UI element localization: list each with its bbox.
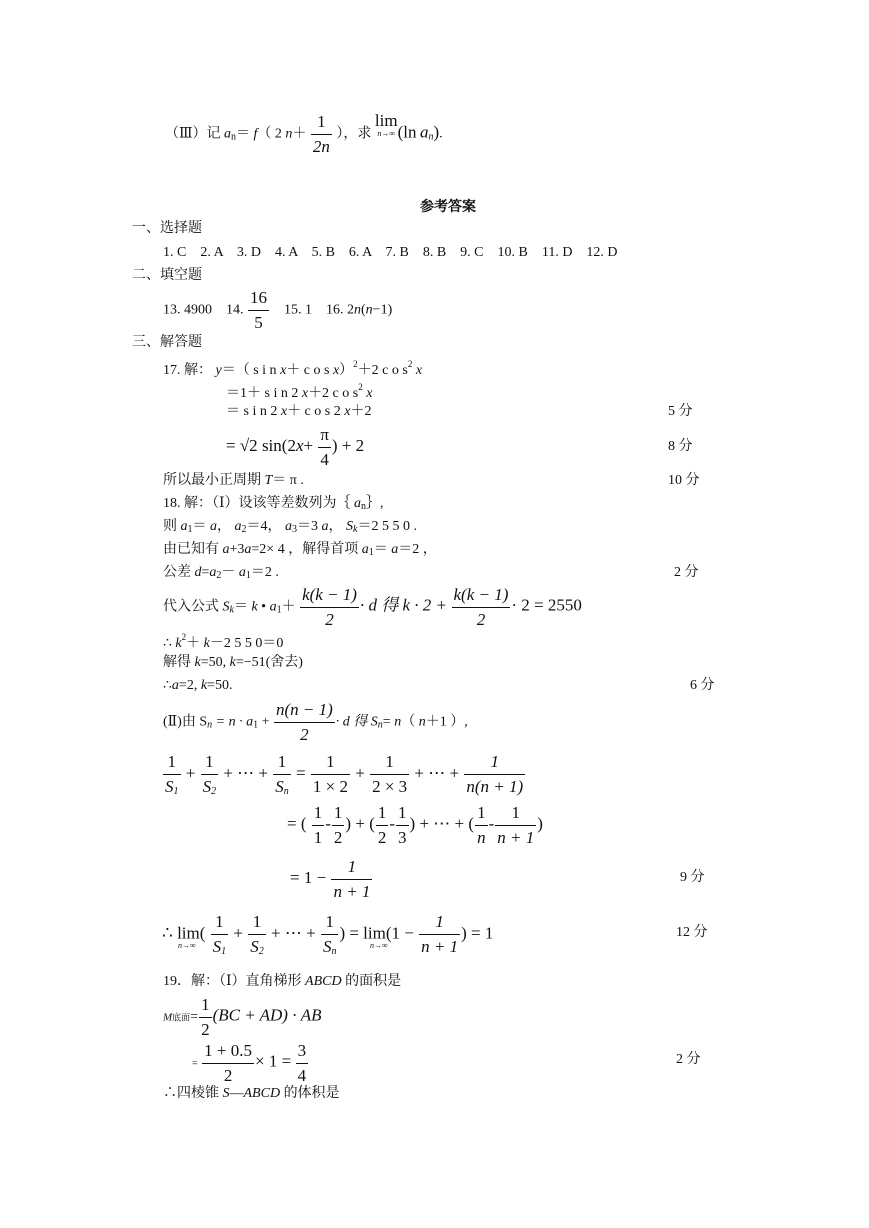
q18-line-4: 公差 d=a2－ a1＝2 . [163,565,279,581]
section-solutions: 三、解答题 [132,335,202,350]
choice-answers: 1. C 2. A 3. D 4. A 5. B 6. A 7. B 8. B 9. C 10. B 11. D 12. D [163,245,618,260]
q18-line-1: 18. 解：（Ⅰ）设该等差数列为｛ an｝, [163,496,384,512]
q17-line-1: 17. 解： y＝（ s i n x＋ c o s x）$^2$＋2 c o $s^2$ x [163,359,423,378]
q19-area-formula: M底面= $\frac{1}{2}$ (BC + AD) · AB [163,995,322,1039]
q18-line-6: ∴ $k^2+ k-2$ 5 5 0＝0 [163,632,284,651]
answer-14-fraction: $\frac{16}{5}$ [250,288,267,332]
q18-line-3: 由已知有 a+3a=2× 4 ，解得首项 a1＝ a＝2 ， [163,542,437,558]
sum-equation-3: = 1 − $\frac{1}{n + 1}$ [290,857,371,901]
score-2b: 2 分 [676,1052,701,1067]
lim-subscript-2: n→∞ [370,941,388,950]
q18-fraction-2: $\frac{k(k - 1)}{2}$ [453,585,509,629]
score-10: 10 分 [668,473,700,488]
score-5: 5 分 [668,404,693,419]
q18-line-5: 代入公式 Sk＝ k • a1＋ $\frac{k(k - 1)}{2}$ · d 得 k · 2 + $\frac{k(k - 1)}{2}$ · 2 = 2550 [163,585,582,629]
sum-equation-1: $\frac{1}{S1}$ + $\frac{1}{S2}$ + ⋯ + $\frac{1}{Sn}$ = $\frac{1}{1 \times 2}$ + $\frac{1}{2 \times 3}$ + ⋯ + $\frac{1}{n(n + 1)}$ [165,752,524,797]
score-8: 8 分 [668,439,693,454]
q18-fraction-3: $\frac{n(n - 1)}{2}$ [276,700,333,744]
q17-line-2: ＝1＋ s i n 2 x＋2 c o $s^2$ x [226,382,373,401]
q18-fraction-1: $\frac{k(k - 1)}{2}$ [302,585,357,629]
q18-line-8: ∴a=2, k=50. [163,678,233,693]
score-12: 12 分 [676,925,708,940]
q19-volume-line: ∴四棱锥 S—ABCD 的体积是 [163,1086,340,1101]
score-9: 9 分 [680,870,705,885]
section-multiple-choice: 一、选择题 [132,221,202,236]
q17-line-4: = √2 sin(2x+ $\frac{\pi}{4}$ ) + 2 [226,425,365,469]
sum-equation-2: = ( $\frac{1}{1}$ - $\frac{1}{2}$ ) + ( $\frac{1}{2}$ - $\frac{1}{3}$ ) + ⋯ + ( $\frac{1}{n}$ - $\frac{1}{n + 1}$ ) [287,803,543,847]
q3-fraction: $\frac{1}{2n}$ [312,112,330,156]
pi-over-4: $\frac{\pi}{4}$ [320,425,329,469]
q18-line-7: 解得 k=50, k=−51(舍去) [163,655,303,670]
q3-line: （Ⅲ）记 an＝ f（ 2 n＋ $\frac{1}{2n}$ ），求 lim n→∞ (ln an). [165,111,443,156]
q19-line-1: 19．解：（Ⅰ）直角梯形 ABCD 的面积是 [163,974,402,989]
limit-equation: ∴ lim( $\frac{1}{S1}$ + $\frac{1}{S2}$ + ⋯ + $\frac{1}{Sn}$ ) = lim(1 − $\frac{1}{n + 1}$ ) = 1 [162,912,494,957]
page-title: 参考答案 [420,200,476,215]
score-6: 6 分 [690,678,715,693]
lim-subscript: n→∞ [178,941,196,950]
q17-period: 所以最小正周期 T＝ π . [163,473,304,488]
q18-line-2: 则 a1＝ a， a2＝4， a3＝3 a， Sk＝2 5 5 0 . [163,519,417,535]
fill-answers: 13. 4900 14. $\frac{16}{5}$ 15. 1 16. 2n(n−1) [163,288,393,332]
q19-area-value: = $\frac{1 + 0.5}{2}$ × 1 = $\frac{3}{4}$ [192,1041,307,1085]
q17-line-3: ＝ s i n 2 x＋ c o s 2 x＋2 [226,404,372,419]
q3-limit: lim n→∞ [374,111,398,138]
section-fill-blank: 二、填空题 [132,268,202,283]
score-2: 2 分 [674,565,699,580]
q18-part2-line: (Ⅱ)由 Sn = n · a1 + $\frac{n(n - 1)}{2}$ · d 得 Sn= n（ n＋1 ）, [163,700,468,744]
